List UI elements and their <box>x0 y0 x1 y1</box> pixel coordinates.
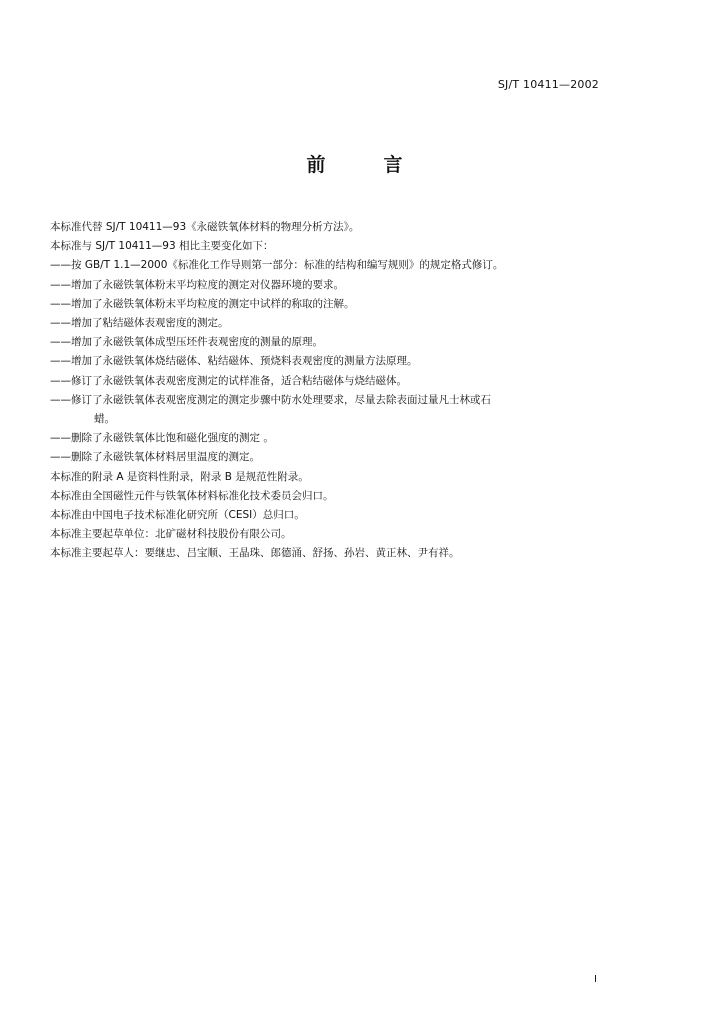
change-item-7: ——修订了永磁铁氧体表观密度测定的试样准备，适合粘结磁体与烧结磁体。 <box>50 374 407 387</box>
title-char-1: 前 <box>306 154 326 176</box>
change-item-8-line-1: ——修订了永磁铁氧体表观密度测定的测定步骤中防水处理要求，尽量去除表面过量凡士林或石 <box>50 393 491 406</box>
change-item-8 <box>50 391 610 429</box>
change-item-6: ——增加了永磁铁氧体烧结磁体、粘结磁体、预烧料表观密度的测量方法原理。 <box>50 355 418 368</box>
change-item-5: ——增加了永磁铁氧体成型压坯件表观密度的测量的原理。 <box>50 336 323 349</box>
change-item-10: ——删除了永磁铁氧体材料居里温度的测定。 <box>50 451 260 464</box>
change-item-2: ——增加了永磁铁氧体粉末平均粒度的测定对仪器环境的要求。 <box>50 278 344 291</box>
document-code: SJ/T 10411—2002 <box>497 78 599 91</box>
page-title <box>0 150 709 177</box>
foreword-body <box>50 218 610 564</box>
change-item-3: ——增加了永磁铁氧体粉末平均粒度的测定中试样的称取的注解。 <box>50 297 355 310</box>
intro-changes: 本标准与 SJ/T 10411—93 相比主要变化如下： <box>50 240 274 253</box>
intro-replaces: 本标准代替 SJ/T 10411—93《永磁铁氧体材料的物理分析方法》。 <box>50 221 360 233</box>
managed-by: 本标准由中国电子技术标准化研究所（CESI）总归口。 <box>50 509 305 522</box>
change-item-1: ——按 GB/T 1.1—2000《标准化工作导则第一部分：标准的结构和编写规则》的规定格式修订。 <box>50 259 504 272</box>
page-number: I <box>594 974 597 985</box>
annex-note: 本标准的附录 A 是资料性附录，附录 B 是规范性附录。 <box>50 470 309 483</box>
change-item-4: ——增加了粘结磁体表观密度的测定。 <box>50 317 229 330</box>
drafters: 本标准主要起草人：要继忠、吕宝顺、王晶珠、郎德涌、舒扬、孙岩、黄正林、尹有祥。 <box>50 547 460 560</box>
title-char-2: 言 <box>383 154 403 176</box>
drafting-unit: 本标准主要起草单位：北矿磁材科技股份有限公司。 <box>50 528 292 541</box>
change-item-8-line-2: 蜡。 <box>94 413 115 426</box>
proposed-by: 本标准由全国磁性元件与铁氧体材料标准化技术委员会归口。 <box>50 489 334 502</box>
change-item-9: ——删除了永磁铁氧体比饱和磁化强度的测定 。 <box>50 432 274 445</box>
